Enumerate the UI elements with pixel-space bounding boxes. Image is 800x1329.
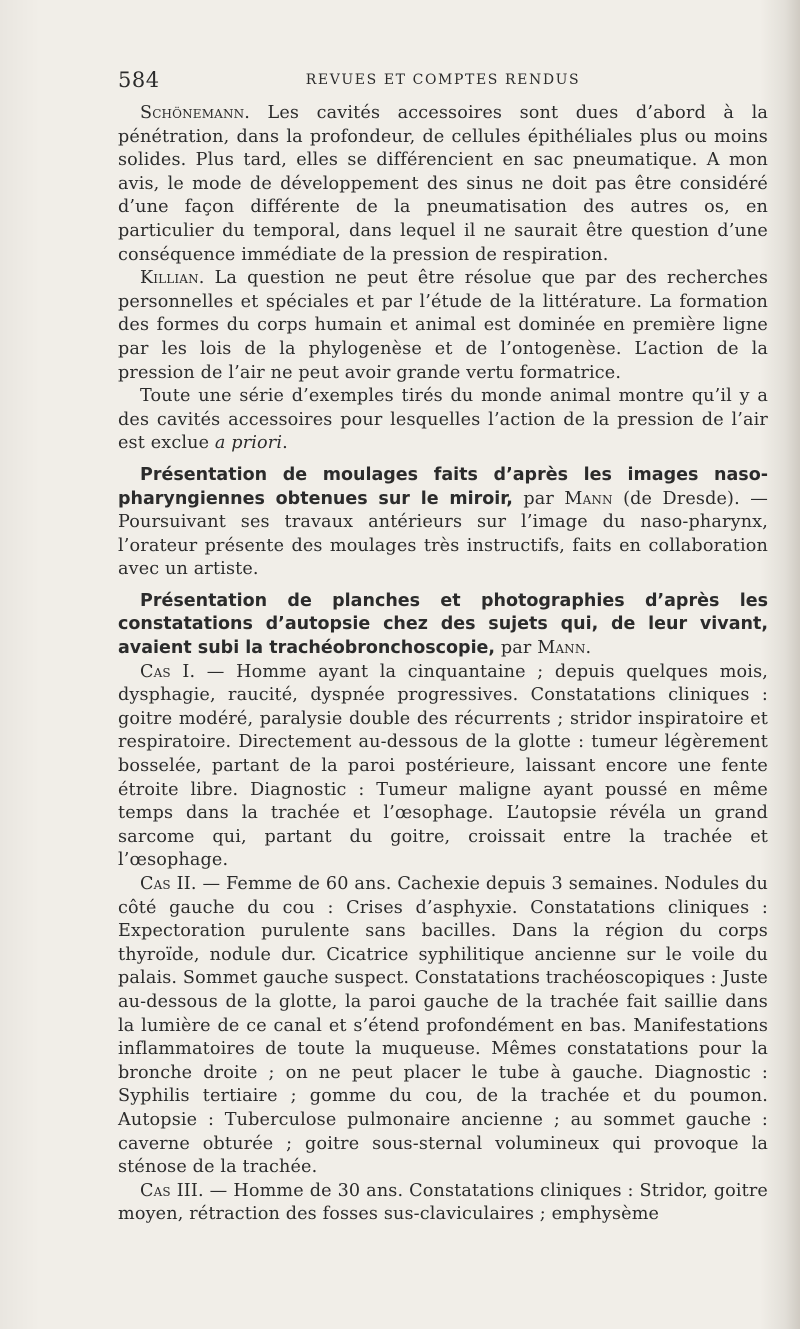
paragraph-schonemann — [118, 102, 768, 267]
paragraph-exemples — [118, 385, 768, 456]
case-label: Cas III. — [140, 1180, 204, 1201]
running-head: REVUES ET COMPTES RENDUS — [305, 72, 581, 88]
paragraph-text: Toute une série d’exemples tirés du monde animal montre qu’il y a des cavités accessoires pour lesquelles l’action de la pression de l’air est exclue — [118, 386, 768, 454]
paragraph-text: Les cavités accessoires sont dues d’abord à la pénétration, dans la profondeur, de cellules épithéliales plus ou moins solides. Plus tard, elles se différencient en sac pneumatique. A mon avis, le mode de développement des sinus ne doit pas être considéré d’une façon différente de la pneumatisation des autres os, en particulier du temporal, dans lequel il ne saurait être question d’une conséquence immédiate de la pression de respiration. — [118, 103, 768, 265]
speaker-name: Mann — [537, 638, 586, 659]
paragraph-cas-3 — [118, 1180, 768, 1227]
case-label: Cas II. — [140, 874, 197, 894]
speaker-name: Schönemann. — [140, 103, 250, 123]
paragraph-text: — Femme de 60 ans. Cachexie depuis 3 semaines. Nodules du côté gauche du cou : Crises d’asphyxie. Constatations cliniques : Expectoration purulente sans bacilles. Dans la région du corps thyroïde, nodule dur. Cicatrice syphilitique ancienne sur le voile du palais. Sommet gauche suspect. Constatations trachéoscopiques : Juste au-dessous de la glotte, la paroi gauche de la trachée fait saillie dans la lumière de ce canal et s’étend profondément en bas. Manifestations inflammatoires de toute la muqueuse. Mêmes constatations pour la bronche droite ; on ne peut placer le tube à gauche. Diagnostic : Syphilis tertiaire ; gomme du cou, de la trachée et du poumon. Autopsie : Tuberculose pulmonaire ancienne ; au sommet gauche : caverne obturée ; goitre sous-sternal volumineux qui provoque la sténose de la trachée. — [118, 874, 768, 1178]
paragraph-text: La question ne peut être résolue que par des recherches personnelles et spéciales et par l’étude de la littérature. La formation des formes du corps humain et animal est dominée en première ligne par les lois de la phylogenèse et de l’ontogenèse. L’action de la pression de l’air ne peut avoir grande vertu formatrice. — [118, 268, 768, 383]
paragraph-connector: par — [495, 638, 538, 659]
paragraph-planches — [118, 590, 768, 661]
paragraph-cas-1 — [118, 661, 768, 873]
case-label: Cas I. — [140, 661, 196, 682]
paragraph-end: . — [282, 433, 288, 454]
speaker-name: Mann — [564, 488, 613, 509]
section-title: Présentation de moulages faits d’après les images naso-pharyngiennes obtenues sur le miroir, — [118, 464, 768, 509]
paragraph-connector: par — [512, 488, 565, 509]
paragraph-text: (de Dresde). — Poursuivant ses travaux antérieurs sur l’image du naso-pharynx, l’orateur présente des moulages très instructifs, faits en collaboration avec un artiste. — [118, 488, 768, 580]
italic-phrase: a priori — [214, 433, 283, 454]
page-number: 584 — [118, 68, 160, 92]
paragraph-text: — Homme de 30 ans. Constatations cliniques : Stridor, goitre moyen, rétraction des fosses sus-claviculaires ; emphysème — [118, 1180, 768, 1225]
paragraph-end: . — [585, 638, 592, 659]
paragraph-moulages — [118, 464, 768, 582]
paragraph-text: — Homme ayant la cinquantaine ; depuis quelques mois, dysphagie, raucité, dyspnée progressives. Constatations cliniques : goitre modéré, paralysie double des récurrents ; stridor inspiratoire et respiratoire. Directement au-dessous de la glotte : tumeur légèrement bosselée, partant de la paroi postérieure, laissant encore une fente étroite libre. Diagnostic : Tumeur maligne ayant poussé en même temps dans la trachée et l’œsophage. L’autopsie révéla un grand sarcome qui, partant du goitre, croissait entre la trachée et l’œsophage. — [118, 661, 769, 871]
paragraph-killian — [118, 267, 768, 385]
section-title: Présentation de planches et photographies d’après les constatations d’autopsie chez des sujets qui, de leur vivant, avaient subi la trachéobronchoscopie, — [118, 590, 768, 659]
paragraph-cas-2 — [118, 873, 768, 1180]
speaker-name: Killian. — [140, 268, 205, 289]
page-header — [118, 68, 768, 98]
body-text — [118, 102, 768, 1227]
